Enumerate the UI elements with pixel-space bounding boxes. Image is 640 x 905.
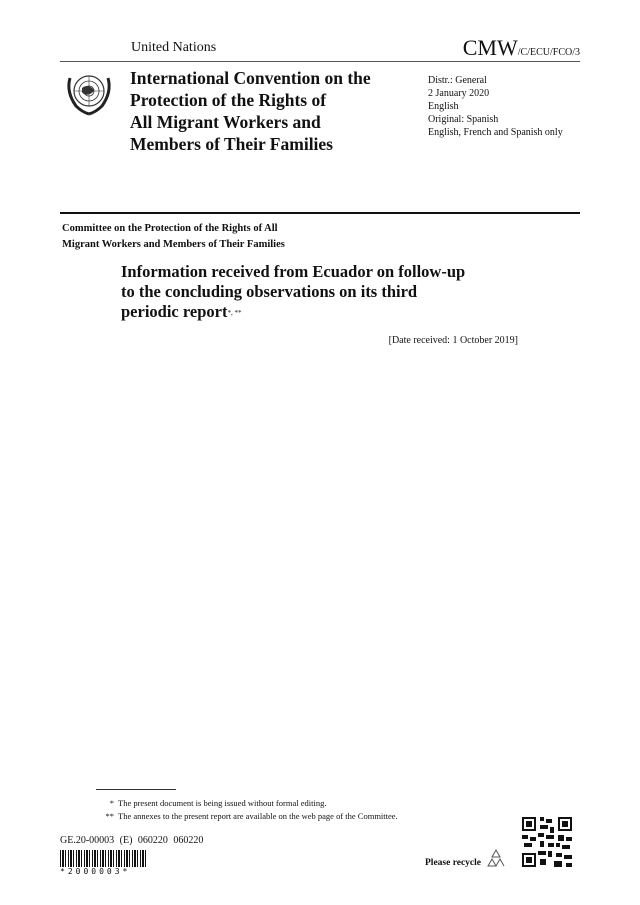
- convention-title-line: All Migrant Workers and: [130, 112, 321, 132]
- organization-name: United Nations: [131, 40, 217, 55]
- un-emblem-icon: [62, 66, 116, 120]
- document-title-line: Information received from Ecuador on follow-up: [121, 262, 466, 281]
- convention-title-line: Protection of the Rights of: [130, 90, 327, 110]
- convention-title-line: Members of Their Families: [130, 134, 333, 154]
- document-title: [121, 262, 541, 323]
- committee-name: [62, 221, 285, 253]
- document-date: 2 January 2020: [428, 88, 490, 99]
- committee-line: Migrant Workers and Members of Their Families: [62, 239, 285, 250]
- convention-title: [130, 67, 410, 155]
- recycle-icon: [485, 848, 507, 870]
- convention-title-line: International Convention on the: [130, 68, 371, 88]
- footnote-reference[interactable]: *, **: [227, 309, 242, 317]
- distribution-line: Distr.: General: [428, 75, 487, 86]
- footnote-mark: *: [109, 798, 114, 808]
- symbol-suffix: /C/ECU/FCO/3: [517, 47, 580, 58]
- distribution-block: [428, 74, 563, 139]
- barcode-text: *2000003*: [60, 867, 131, 876]
- document-symbol: [463, 35, 580, 61]
- date-received: [Date received: 1 October 2019]: [388, 335, 518, 346]
- footnote-rule: [96, 789, 176, 790]
- footnote: [96, 797, 398, 810]
- recycle-label: Please recycle: [425, 858, 481, 868]
- header-rule: [60, 61, 580, 62]
- distribution-line: English, French and Spanish only: [428, 127, 563, 138]
- symbol-main: CMW: [462, 35, 518, 60]
- section-rule: [60, 212, 580, 214]
- distribution-line: English: [428, 101, 459, 112]
- committee-line: Committee on the Protection of the Rights of All: [62, 223, 278, 234]
- distribution-line: Original: Spanish: [428, 114, 499, 125]
- document-title-line: to the concluding observations on its third: [121, 282, 418, 301]
- document-title-line: periodic report: [121, 302, 228, 321]
- job-number: GE.20-00003 (E) 060220 060220: [60, 835, 204, 846]
- footnote-text: The annexes to the present report are available on the web page of the Committee.: [118, 811, 398, 821]
- qr-code-icon[interactable]: [522, 817, 572, 867]
- footnote-mark: **: [105, 811, 114, 821]
- footnotes: [96, 797, 398, 823]
- barcode-icon: [60, 850, 148, 867]
- footnote-text: The present document is being issued without formal editing.: [118, 798, 327, 808]
- footnote: [96, 810, 398, 823]
